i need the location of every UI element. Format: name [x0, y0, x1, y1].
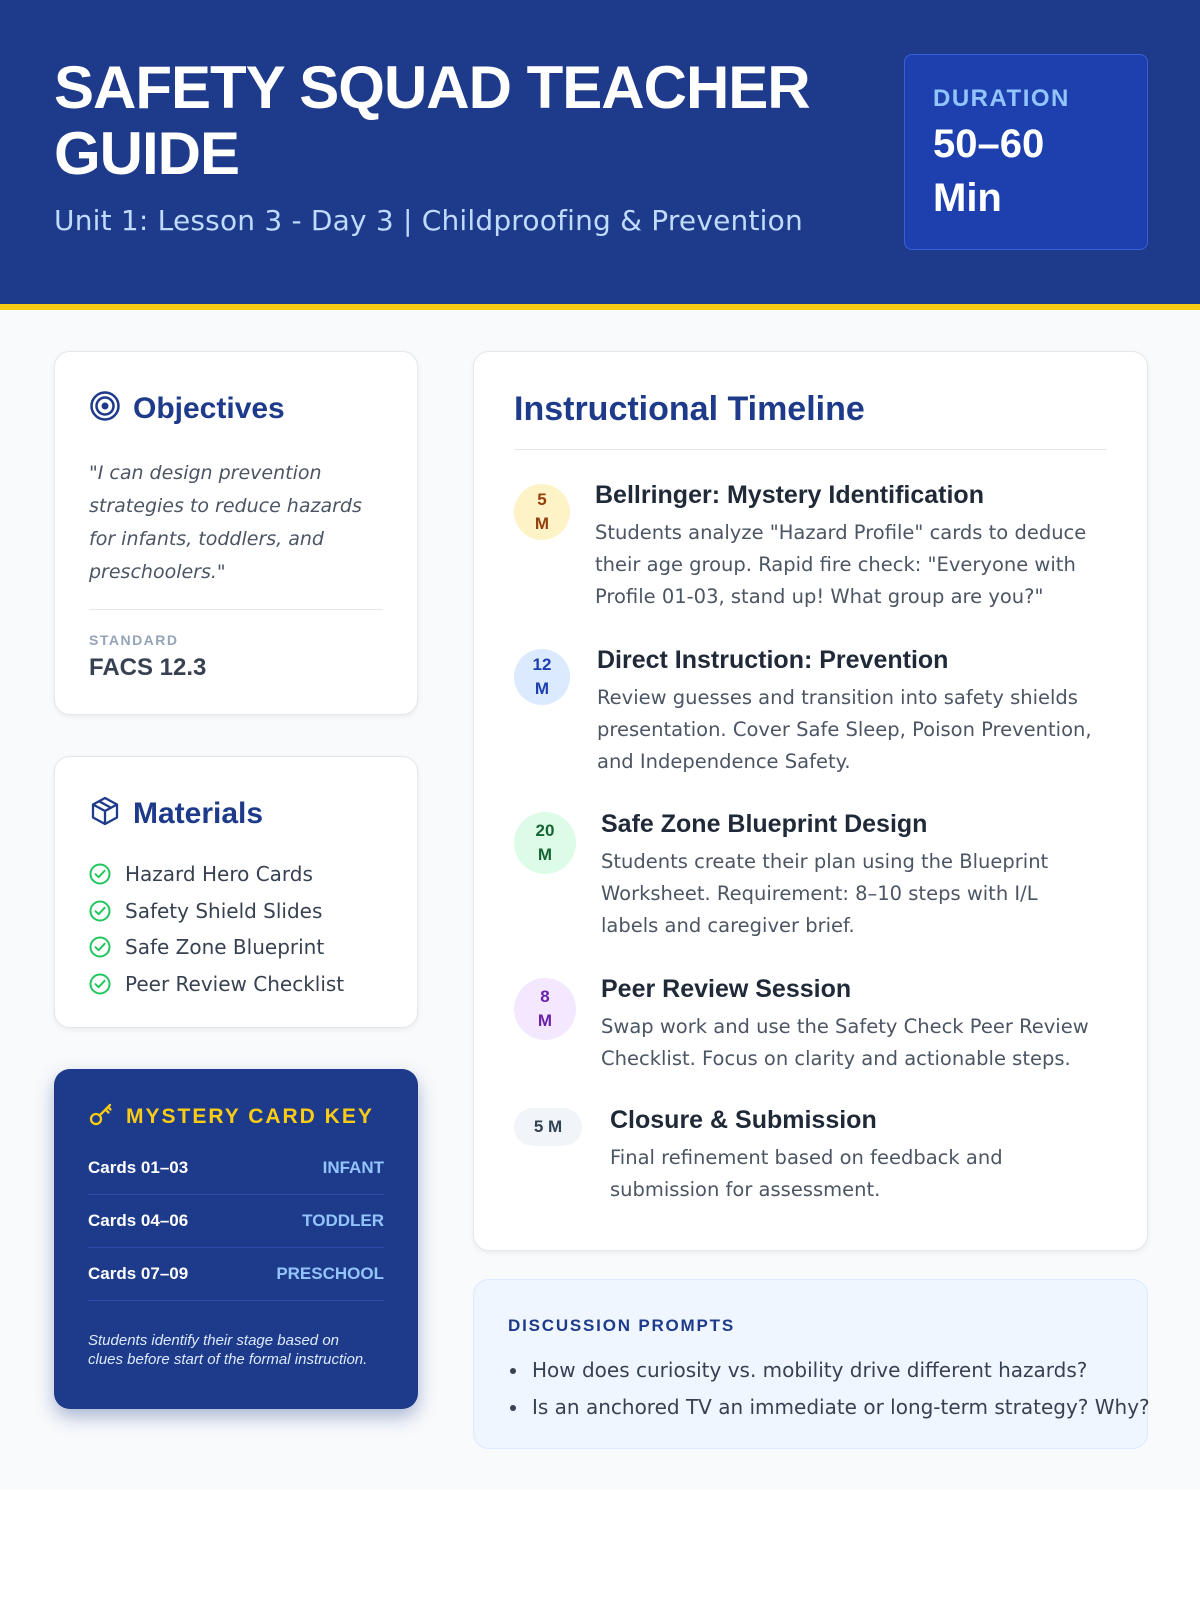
badge-number: 5	[537, 490, 547, 509]
badge-unit: M	[534, 514, 550, 533]
list-item	[89, 929, 383, 966]
objectives-heading: Objectives	[133, 391, 285, 425]
list-item	[89, 966, 383, 1003]
page-header	[0, 0, 1200, 310]
key-icon	[88, 1101, 114, 1132]
mystery-key-table	[88, 1142, 384, 1301]
duration-badge	[514, 978, 576, 1040]
instructional-timeline	[473, 351, 1148, 1251]
timeline-item-description: Review guesses and transition into safety shields presentation. Cover Safe Sleep, Poison Prevention, and Independence Safety.	[597, 686, 1092, 773]
card-range: Cards 04–06	[88, 1211, 189, 1230]
table-row	[88, 1195, 384, 1248]
objectives-card	[54, 351, 418, 715]
card-range: Cards 01–03	[88, 1158, 189, 1177]
timeline-item-title: Bellringer: Mystery Identification	[595, 481, 984, 509]
duration-value: 50–60 Min	[933, 122, 1045, 220]
materials-card	[54, 756, 418, 1028]
material-label: Safe Zone Blueprint	[125, 935, 325, 960]
objective-statement: "I can design prevention strategies to reduce hazards for infants, toddlers, and preschoolers."	[89, 462, 362, 583]
badge-number: 20	[535, 821, 555, 840]
timeline-heading: Instructional Timeline	[514, 390, 865, 428]
box-icon	[89, 795, 121, 832]
badge-number: 8	[540, 987, 550, 1006]
mystery-card-key	[54, 1069, 418, 1409]
duration-box	[904, 54, 1148, 250]
card-range: Cards 07–09	[88, 1264, 189, 1283]
list-item: How does curiosity vs. mobility drive different hazards?	[508, 1352, 1115, 1389]
badge-unit: M	[534, 679, 550, 698]
list-item: Is an anchored TV an immediate or long-term strategy? Why?	[508, 1389, 1115, 1426]
objectives-header	[89, 390, 383, 427]
timeline-item-description: Final refinement based on feedback and submission for assessment.	[610, 1146, 1003, 1201]
timeline-item-title: Peer Review Session	[601, 975, 852, 1003]
target-icon	[89, 390, 121, 427]
timeline-item-description: Swap work and use the Safety Check Peer Review Checklist. Focus on clarity and actionable steps.	[601, 1015, 1089, 1070]
discussion-list	[508, 1352, 1150, 1426]
objectives-divider	[89, 609, 383, 610]
check-circle-icon	[89, 936, 111, 958]
discussion-prompts	[473, 1279, 1148, 1449]
material-label: Hazard Hero Cards	[125, 862, 313, 887]
timeline-item-title: Direct Instruction: Prevention	[597, 646, 949, 674]
page-subtitle: Unit 1: Lesson 3 - Day 3 | Childproofing & Prevention	[54, 204, 803, 237]
table-row	[88, 1248, 384, 1301]
timeline-item-title: Safe Zone Blueprint Design	[601, 810, 928, 838]
standard-value: FACS 12.3	[89, 654, 207, 681]
materials-list	[89, 856, 383, 1002]
stage-label: INFANT	[322, 1158, 384, 1177]
badge-unit: M	[537, 845, 553, 864]
standard-label: STANDARD	[89, 632, 179, 648]
check-circle-icon	[89, 900, 111, 922]
timeline-item-description: Students create their plan using the Blueprint Worksheet. Requirement: 8–10 steps with I/L labels and caregiver brief.	[601, 850, 1049, 937]
timeline-item-title: Closure & Submission	[610, 1106, 877, 1134]
table-row	[88, 1142, 384, 1195]
timeline-item-description: Students analyze "Hazard Profile" cards to deduce their age group. Rapid fire check: "Everyone with Profile 01-03, stand up! What group are you?"	[595, 521, 1087, 608]
materials-header	[89, 795, 383, 832]
duration-badge: 5 M	[514, 1108, 582, 1146]
badge-number: 12	[532, 655, 552, 674]
duration-badge	[514, 649, 570, 705]
duration-badge	[514, 812, 576, 874]
stage-label: PRESCHOOL	[276, 1264, 384, 1283]
badge-unit: M	[537, 1011, 553, 1030]
duration-badge	[514, 484, 570, 540]
duration-label: DURATION	[933, 85, 1070, 112]
materials-heading: Materials	[133, 796, 264, 830]
discussion-heading: DISCUSSION PROMPTS	[508, 1316, 735, 1335]
page-title: SAFETY SQUAD TEACHER GUIDE	[54, 54, 810, 187]
mystery-key-heading: MYSTERY CARD KEY	[126, 1104, 374, 1128]
mystery-key-header	[88, 1101, 384, 1132]
list-item	[89, 856, 383, 893]
material-label: Safety Shield Slides	[125, 898, 323, 923]
check-circle-icon	[89, 863, 111, 885]
mystery-key-note: Students identify their stage based on clues before start of the formal instruction.	[88, 1332, 368, 1368]
check-circle-icon	[89, 973, 111, 995]
stage-label: TODDLER	[302, 1211, 384, 1230]
list-item	[89, 893, 383, 930]
timeline-divider	[514, 449, 1107, 450]
material-label: Peer Review Checklist	[125, 971, 345, 996]
